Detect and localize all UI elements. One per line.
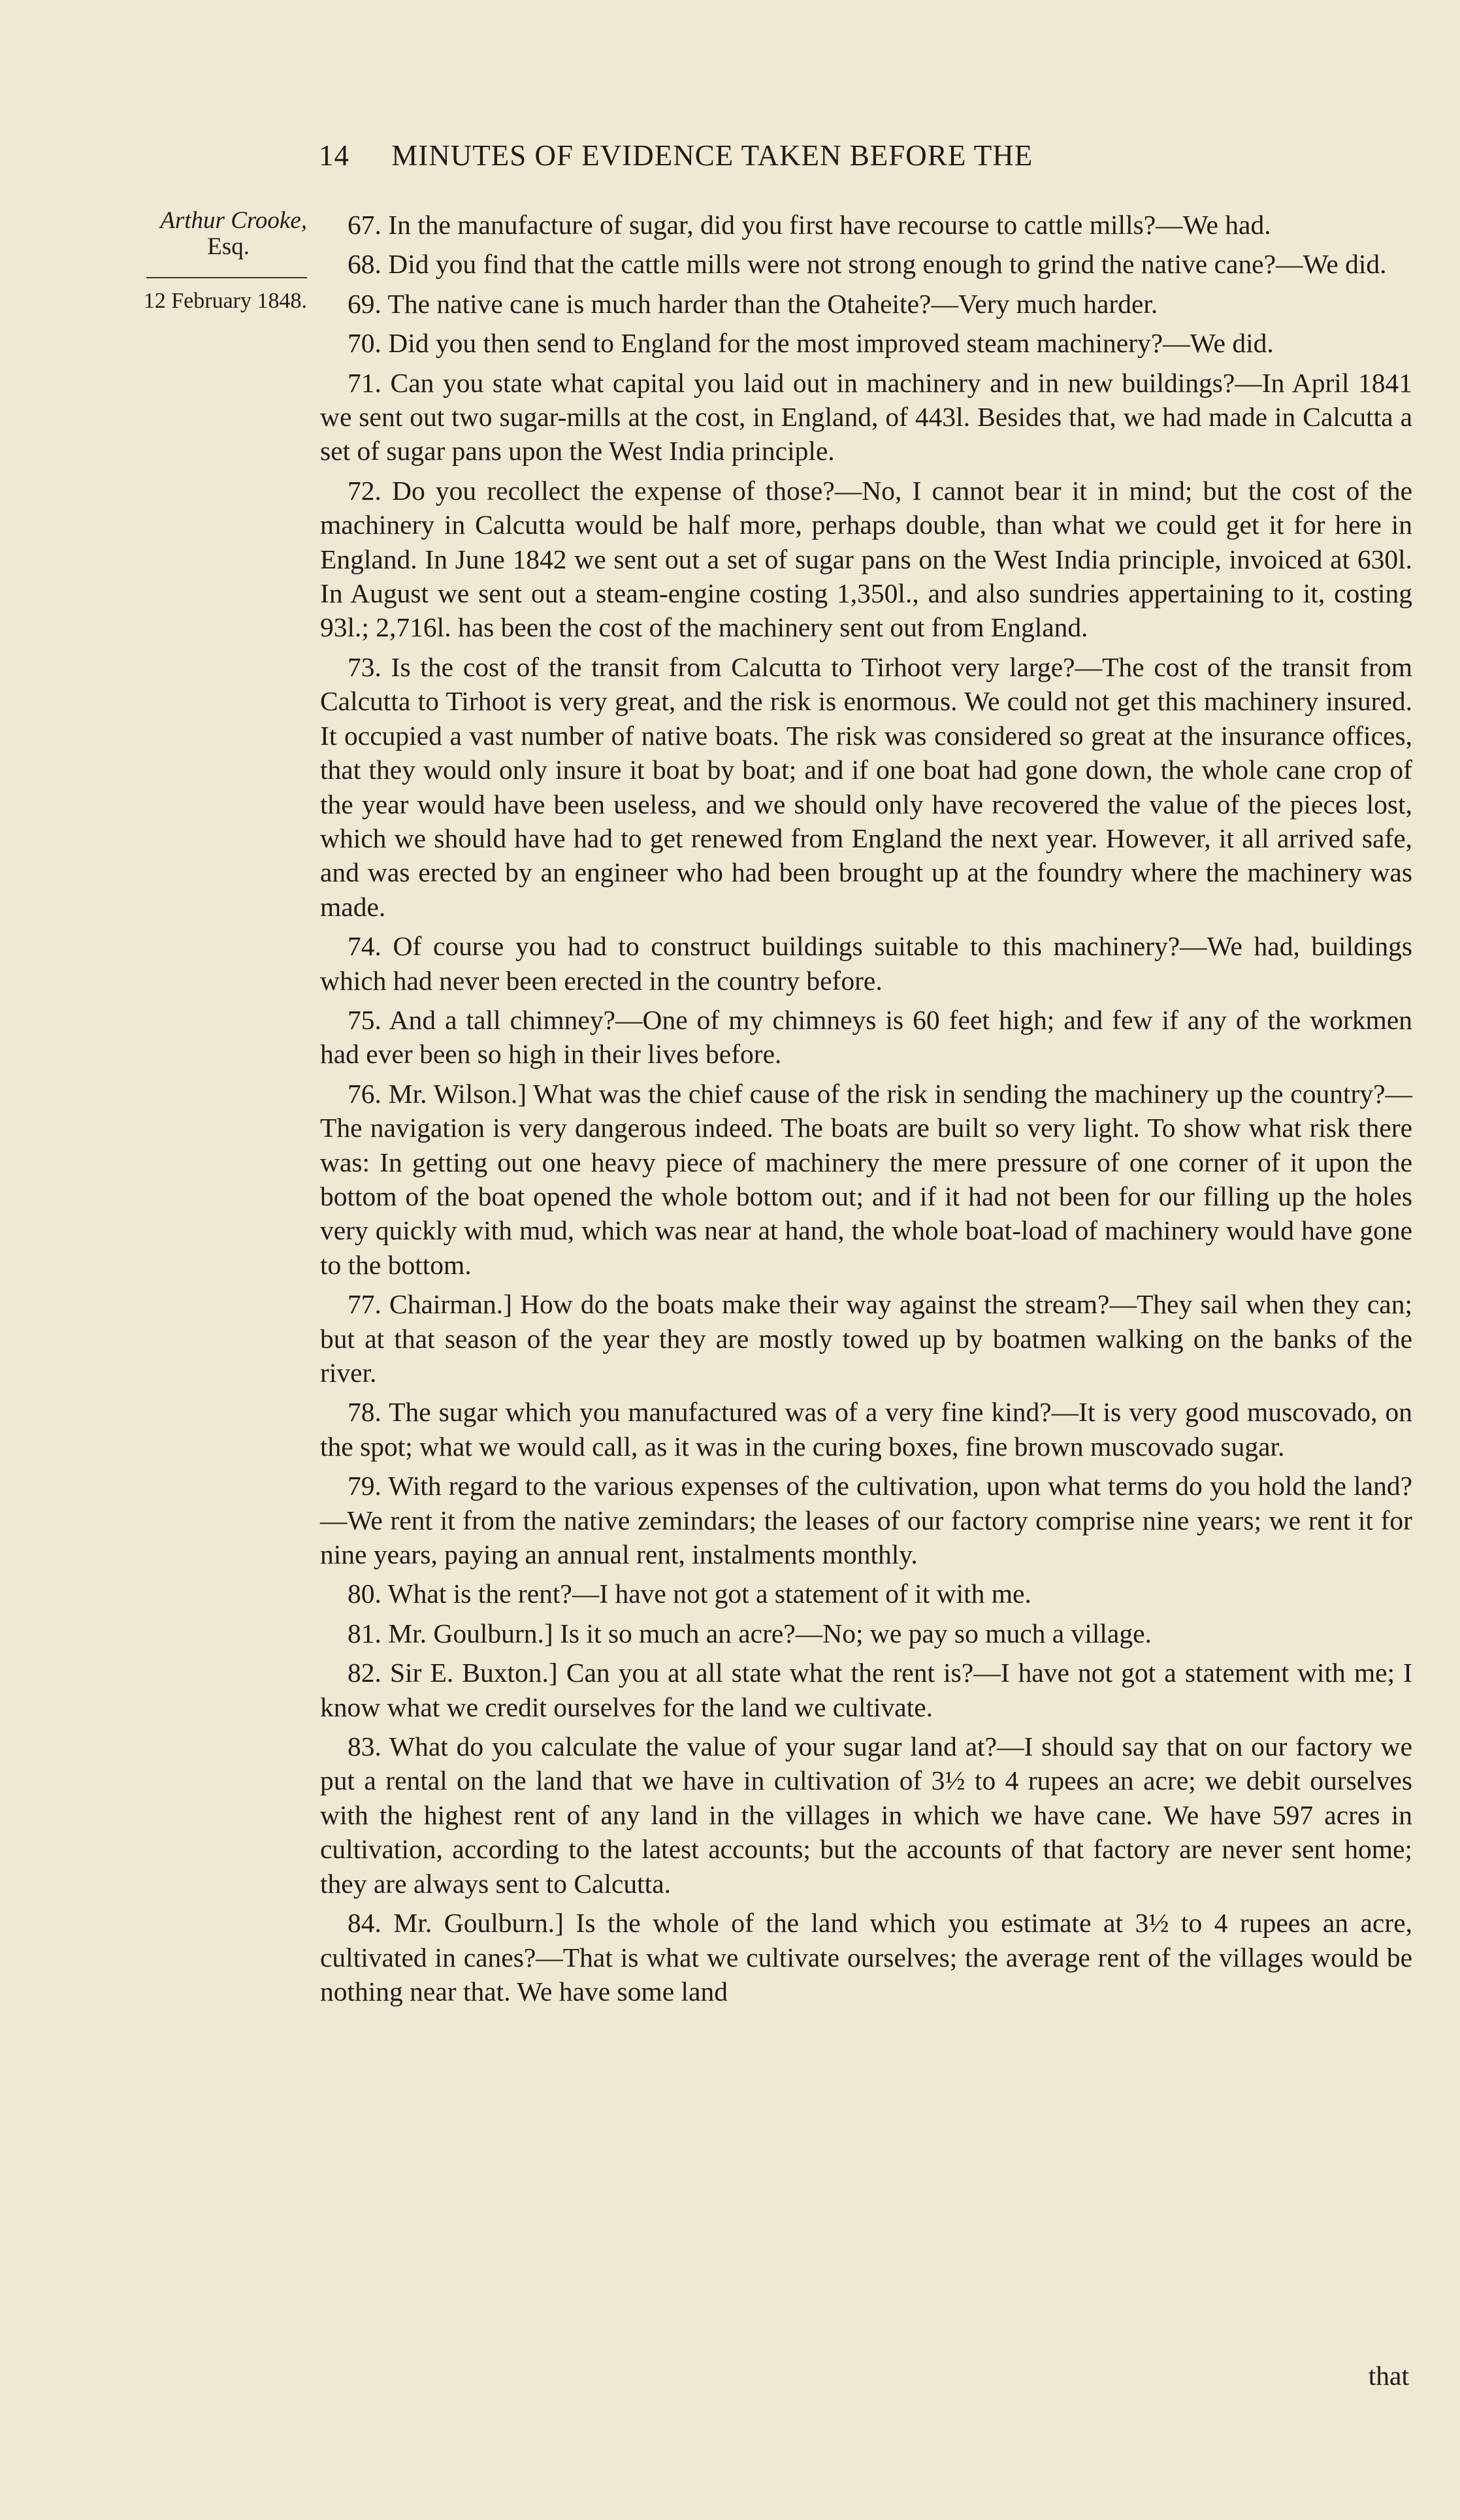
margin-note [98, 208, 307, 314]
paragraph-76: 76. Mr. Wilson.] What was the chief cause of the risk in sending the machinery up the country?—The navigation is very dangerous indeed. The boats are built so very light. To show what risk there was: In getting out one heavy piece of machinery the mere pressure of one corner of it upon the bottom of the boat opened the whole bottom out; and if it had not been for our filling up the holes very quickly with mud, which was near at hand, the whole boat-load of machinery would have gone to the bottom. [320, 1078, 1412, 1280]
paragraph-75: 75. And a tall chimney?—One of my chimneys is 60 feet high; and few if any of the workmen had ever been so high in their lives before. [320, 1004, 1412, 1070]
paragraph-78: 78. The sugar which you manufactured was of a very fine kind?—It is very good muscovado, on the spot; what we would call, as it was in the curing boxes, fine brown muscovado sugar. [320, 1397, 1412, 1462]
witness-suffix: Esq. [207, 233, 250, 260]
paragraph-72: 72. Do you recollect the expense of those?—No, I cannot bear it in mind; but the cost of the machinery in Calcutta would be half more, perhaps double, than what we could get it for here in England. In June 1842 we sent out a set of sugar pans on the West India principle, invoiced at 630l. In August we sent out a steam-engine costing 1,350l., and also sundries appertaining to it, costing 93l.; 2,716l. has been the cost of the machinery sent out from England. [320, 475, 1412, 643]
paragraph-73: 73. Is the cost of the transit from Calcutta to Tirhoot very large?—The cost of the transit from Calcutta to Tirhoot is very great, and the risk is enormous. We could not get this machinery insured. It occupied a vast number of native boats. The risk was considered so great at the insurance offices, that they would only insure it boat by boat; and if one boat had gone down, the whole cane crop of the year would have been useless, and we should only have recovered the value of the pieces lost, which we should have had to get renewed from England the next year. However, it all arrived safe, and was erected by an engineer who had been brought up at the foundry where the machinery was made. [320, 651, 1412, 922]
paragraph-84: 84. Mr. Goulburn.] Is the whole of the land which you estimate at 3½ to 4 rupees an acre, cultivated in canes?—That is what we cultivate ourselves; the average rent of the villages would be nothing near that. We have some land [320, 1908, 1412, 2006]
margin-date: 12 February 1848. [143, 289, 307, 313]
margin-divider [146, 277, 307, 278]
header-title: MINUTES OF EVIDENCE TAKEN BEFORE THE [391, 139, 1033, 172]
paragraph-79: 79. With regard to the various expenses of the cultivation, upon what terms do you hold the land?—We rent it from the native zemindars; the leases of our factory comprise nine years; we rent it for nine years, paying an annual rent, instalments monthly. [320, 1471, 1412, 1570]
paragraph-69: 69. The native cane is much harder than the Otaheite?—Very much harder. [348, 288, 1158, 319]
witness-name: Arthur Crooke, [160, 207, 307, 234]
paragraph-74: 74. Of course you had to construct buildings suitable to this machinery?—We had, buildings which had never been erected in the country before. [320, 931, 1412, 996]
paragraph-80: 80. What is the rent?—I have not got a statement of it with me. [348, 1579, 1031, 1609]
page-number: 14 [319, 139, 349, 172]
paragraph-83: 83. What do you calculate the value of your sugar land at?—I should say that on our factory we put a rental on the land that we have in cultivation of 3½ to 4 rupees an acre; we debit ourselves with the highest rent of any land in the villages in which we have cane. We have 597 acres in cultivation, according to the latest accounts; but the accounts of that factory are never sent home; they are always sent to Calcutta. [320, 1731, 1412, 1899]
evidence-body [320, 208, 1412, 2014]
paragraph-82: 82. Sir E. Buxton.] Can you at all state what the rent is?—I have not got a statement with me; I know what we credit ourselves for the land we cultivate. [320, 1658, 1412, 1722]
running-header [319, 139, 1299, 172]
catchword: that [1368, 2361, 1409, 2391]
paragraph-70: 70. Did you then send to England for the most improved steam machinery?—We did. [348, 328, 1274, 359]
paragraph-81: 81. Mr. Goulburn.] Is it so much an acre?—No; we pay so much a village. [348, 1618, 1152, 1648]
paragraph-77: 77. Chairman.] How do the boats make their way against the stream?—They sail when they can; but at that season of the year they are mostly towed up by boatmen walking on the banks of the river. [320, 1289, 1412, 1388]
paragraph-68: 68. Did you find that the cattle mills were not strong enough to grind the native cane?—We did. [348, 249, 1387, 280]
paragraph-71: 71. Can you state what capital you laid out in machinery and in new buildings?—In April 1841 we sent out two sugar-mills at the cost, in England, of 443l. Besides that, we had made in Calcutta a set of sugar pans upon the West India principle. [320, 367, 1412, 466]
paragraph-67: 67. In the manufacture of sugar, did you first have recourse to cattle mills?—We had. [348, 210, 1271, 240]
